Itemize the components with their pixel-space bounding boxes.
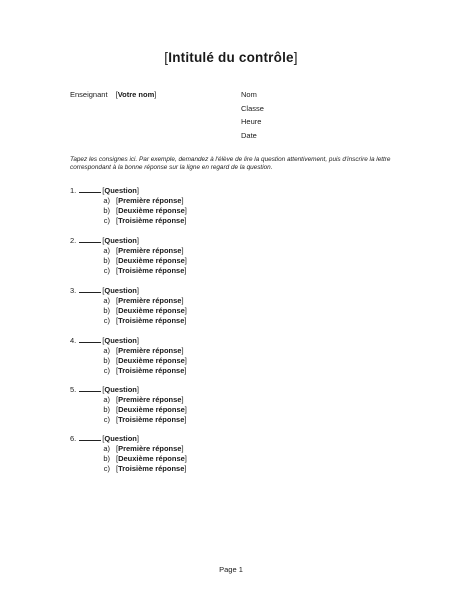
question-line (70, 384, 187, 395)
field-nom: Nom (241, 90, 257, 99)
answer-placeholder[interactable]: [Troisième réponse] (116, 316, 187, 326)
answer-letter: a) (103, 246, 110, 255)
answer-letter: a) (103, 395, 110, 404)
answer-option (70, 405, 187, 415)
answer-text: Deuxième réponse (118, 405, 185, 415)
answer-text: Deuxième réponse (118, 206, 185, 216)
question-placeholder[interactable]: [Question] (102, 434, 139, 443)
answer-letter: c) (103, 464, 110, 474)
answer-option (70, 246, 187, 256)
question-placeholder[interactable]: [Question] (102, 286, 139, 295)
answer-text: Première réponse (118, 246, 182, 255)
answer-option (70, 196, 187, 206)
field-date: Date (241, 130, 257, 140)
question-placeholder[interactable]: [Question] (102, 385, 139, 394)
answer-text: Deuxième réponse (118, 306, 185, 316)
question-line (70, 235, 187, 246)
answer-text: Troisième réponse (118, 216, 185, 226)
answer-letter: b) (103, 405, 110, 415)
question-line (70, 335, 187, 346)
answer-letter: b) (103, 306, 110, 316)
question-line (70, 433, 187, 444)
answer-placeholder[interactable]: [Première réponse] (116, 246, 184, 255)
question-line (70, 185, 187, 196)
answer-blank[interactable] (79, 285, 101, 293)
field-heure: Heure (241, 117, 262, 126)
answer-option (70, 366, 187, 376)
answer-blank[interactable] (79, 235, 101, 243)
answer-text: Troisième réponse (118, 415, 185, 425)
answer-option (70, 444, 187, 454)
bracket-open: [ (164, 50, 169, 65)
answer-option (70, 356, 187, 366)
answer-text: Troisième réponse (118, 316, 185, 326)
answer-text: Deuxième réponse (118, 454, 185, 464)
teacher-name-text: Votre nom (117, 90, 155, 99)
answer-option (70, 216, 187, 226)
answer-text: Troisième réponse (118, 464, 185, 474)
answer-option (70, 395, 187, 405)
answer-text: Deuxième réponse (118, 256, 185, 266)
question-text: Question (104, 186, 137, 195)
answer-placeholder[interactable]: [Première réponse] (116, 395, 184, 404)
question-text: Question (104, 286, 137, 295)
answer-placeholder[interactable]: [Deuxième réponse] (116, 405, 187, 415)
answer-text: Première réponse (118, 444, 182, 453)
answer-option (70, 346, 187, 356)
bracket-close: ] (293, 50, 298, 65)
answer-letter: b) (103, 256, 110, 266)
question-number: 5. (70, 385, 77, 394)
answer-text: Deuxième réponse (118, 356, 185, 366)
answer-placeholder[interactable]: [Troisième réponse] (116, 415, 187, 425)
answer-letter: a) (103, 444, 110, 453)
student-fields (241, 90, 264, 144)
answer-option (70, 256, 187, 266)
answer-option (70, 415, 187, 425)
answer-letter: b) (103, 454, 110, 464)
question-number: 1. (70, 186, 77, 195)
answer-text: Première réponse (118, 395, 182, 404)
answer-option (70, 454, 187, 464)
question-line (70, 285, 187, 296)
answer-placeholder[interactable]: [Deuxième réponse] (116, 356, 187, 366)
answer-letter: c) (103, 266, 110, 276)
answer-option (70, 206, 187, 216)
answer-placeholder[interactable]: [Deuxième réponse] (116, 206, 187, 216)
answer-letter: c) (103, 216, 110, 226)
answer-letter: a) (103, 346, 110, 355)
answer-text: Troisième réponse (118, 266, 185, 276)
answer-placeholder[interactable]: [Troisième réponse] (116, 266, 187, 276)
question-placeholder[interactable]: [Question] (102, 336, 139, 345)
answer-option (70, 306, 187, 316)
field-classe: Classe (241, 103, 264, 113)
question-text: Question (104, 434, 137, 443)
answer-text: Troisième réponse (118, 366, 185, 376)
teacher-label: Enseignant (70, 90, 108, 99)
question-number: 6. (70, 434, 77, 443)
teacher-line (70, 90, 156, 99)
page-number: Page 1 (219, 565, 243, 574)
answer-placeholder[interactable]: [Première réponse] (116, 196, 184, 205)
answer-blank[interactable] (79, 185, 101, 193)
question-block (70, 285, 187, 327)
answer-letter: b) (103, 356, 110, 366)
answer-letter: c) (103, 415, 110, 425)
answer-placeholder[interactable]: [Deuxième réponse] (116, 454, 187, 464)
question-placeholder[interactable]: [Question] (102, 236, 139, 245)
answer-placeholder[interactable]: [Deuxième réponse] (116, 306, 187, 316)
answer-text: Première réponse (118, 196, 182, 205)
instructions-text[interactable]: Tapez les consignes ici. Par exemple, demandez à l'élève de lire la question attentivement, puis d'inscrire la lettre correspondant à la bonne réponse sur la ligne en regard de la question. (70, 156, 391, 172)
teacher-name-placeholder[interactable]: [Votre nom] (115, 90, 157, 99)
answer-placeholder[interactable]: [Première réponse] (116, 296, 184, 305)
answer-placeholder[interactable]: [Deuxième réponse] (116, 256, 187, 266)
answer-text: Première réponse (118, 346, 182, 355)
question-number: 4. (70, 336, 77, 345)
page-title[interactable] (0, 50, 462, 65)
question-text: Question (104, 385, 137, 394)
answer-blank[interactable] (79, 384, 101, 392)
answer-option (70, 316, 187, 326)
question-number: 3. (70, 286, 77, 295)
question-number: 2. (70, 236, 77, 245)
answer-letter: a) (103, 296, 110, 305)
question-block (70, 235, 187, 277)
answer-letter: a) (103, 196, 110, 205)
answer-placeholder[interactable]: [Troisième réponse] (116, 366, 187, 376)
question-block (70, 335, 187, 377)
question-block (70, 433, 187, 475)
answer-placeholder[interactable]: [Troisième réponse] (116, 216, 187, 226)
answer-placeholder[interactable]: [Première réponse] (116, 346, 184, 355)
page-title-text: Intitulé du contrôle (168, 50, 294, 65)
answer-letter: c) (103, 316, 110, 326)
answer-blank[interactable] (79, 335, 101, 343)
answer-option (70, 464, 187, 474)
answer-placeholder[interactable]: [Première réponse] (116, 444, 184, 453)
answer-letter: b) (103, 206, 110, 216)
question-placeholder[interactable]: [Question] (102, 186, 139, 195)
question-block (70, 384, 187, 426)
question-text: Question (104, 336, 137, 345)
answer-placeholder[interactable]: [Troisième réponse] (116, 464, 187, 474)
answer-option (70, 296, 187, 306)
answer-option (70, 266, 187, 276)
answer-text: Première réponse (118, 296, 182, 305)
answer-blank[interactable] (79, 433, 101, 441)
answer-letter: c) (103, 366, 110, 376)
question-block (70, 185, 187, 227)
question-text: Question (104, 236, 137, 245)
